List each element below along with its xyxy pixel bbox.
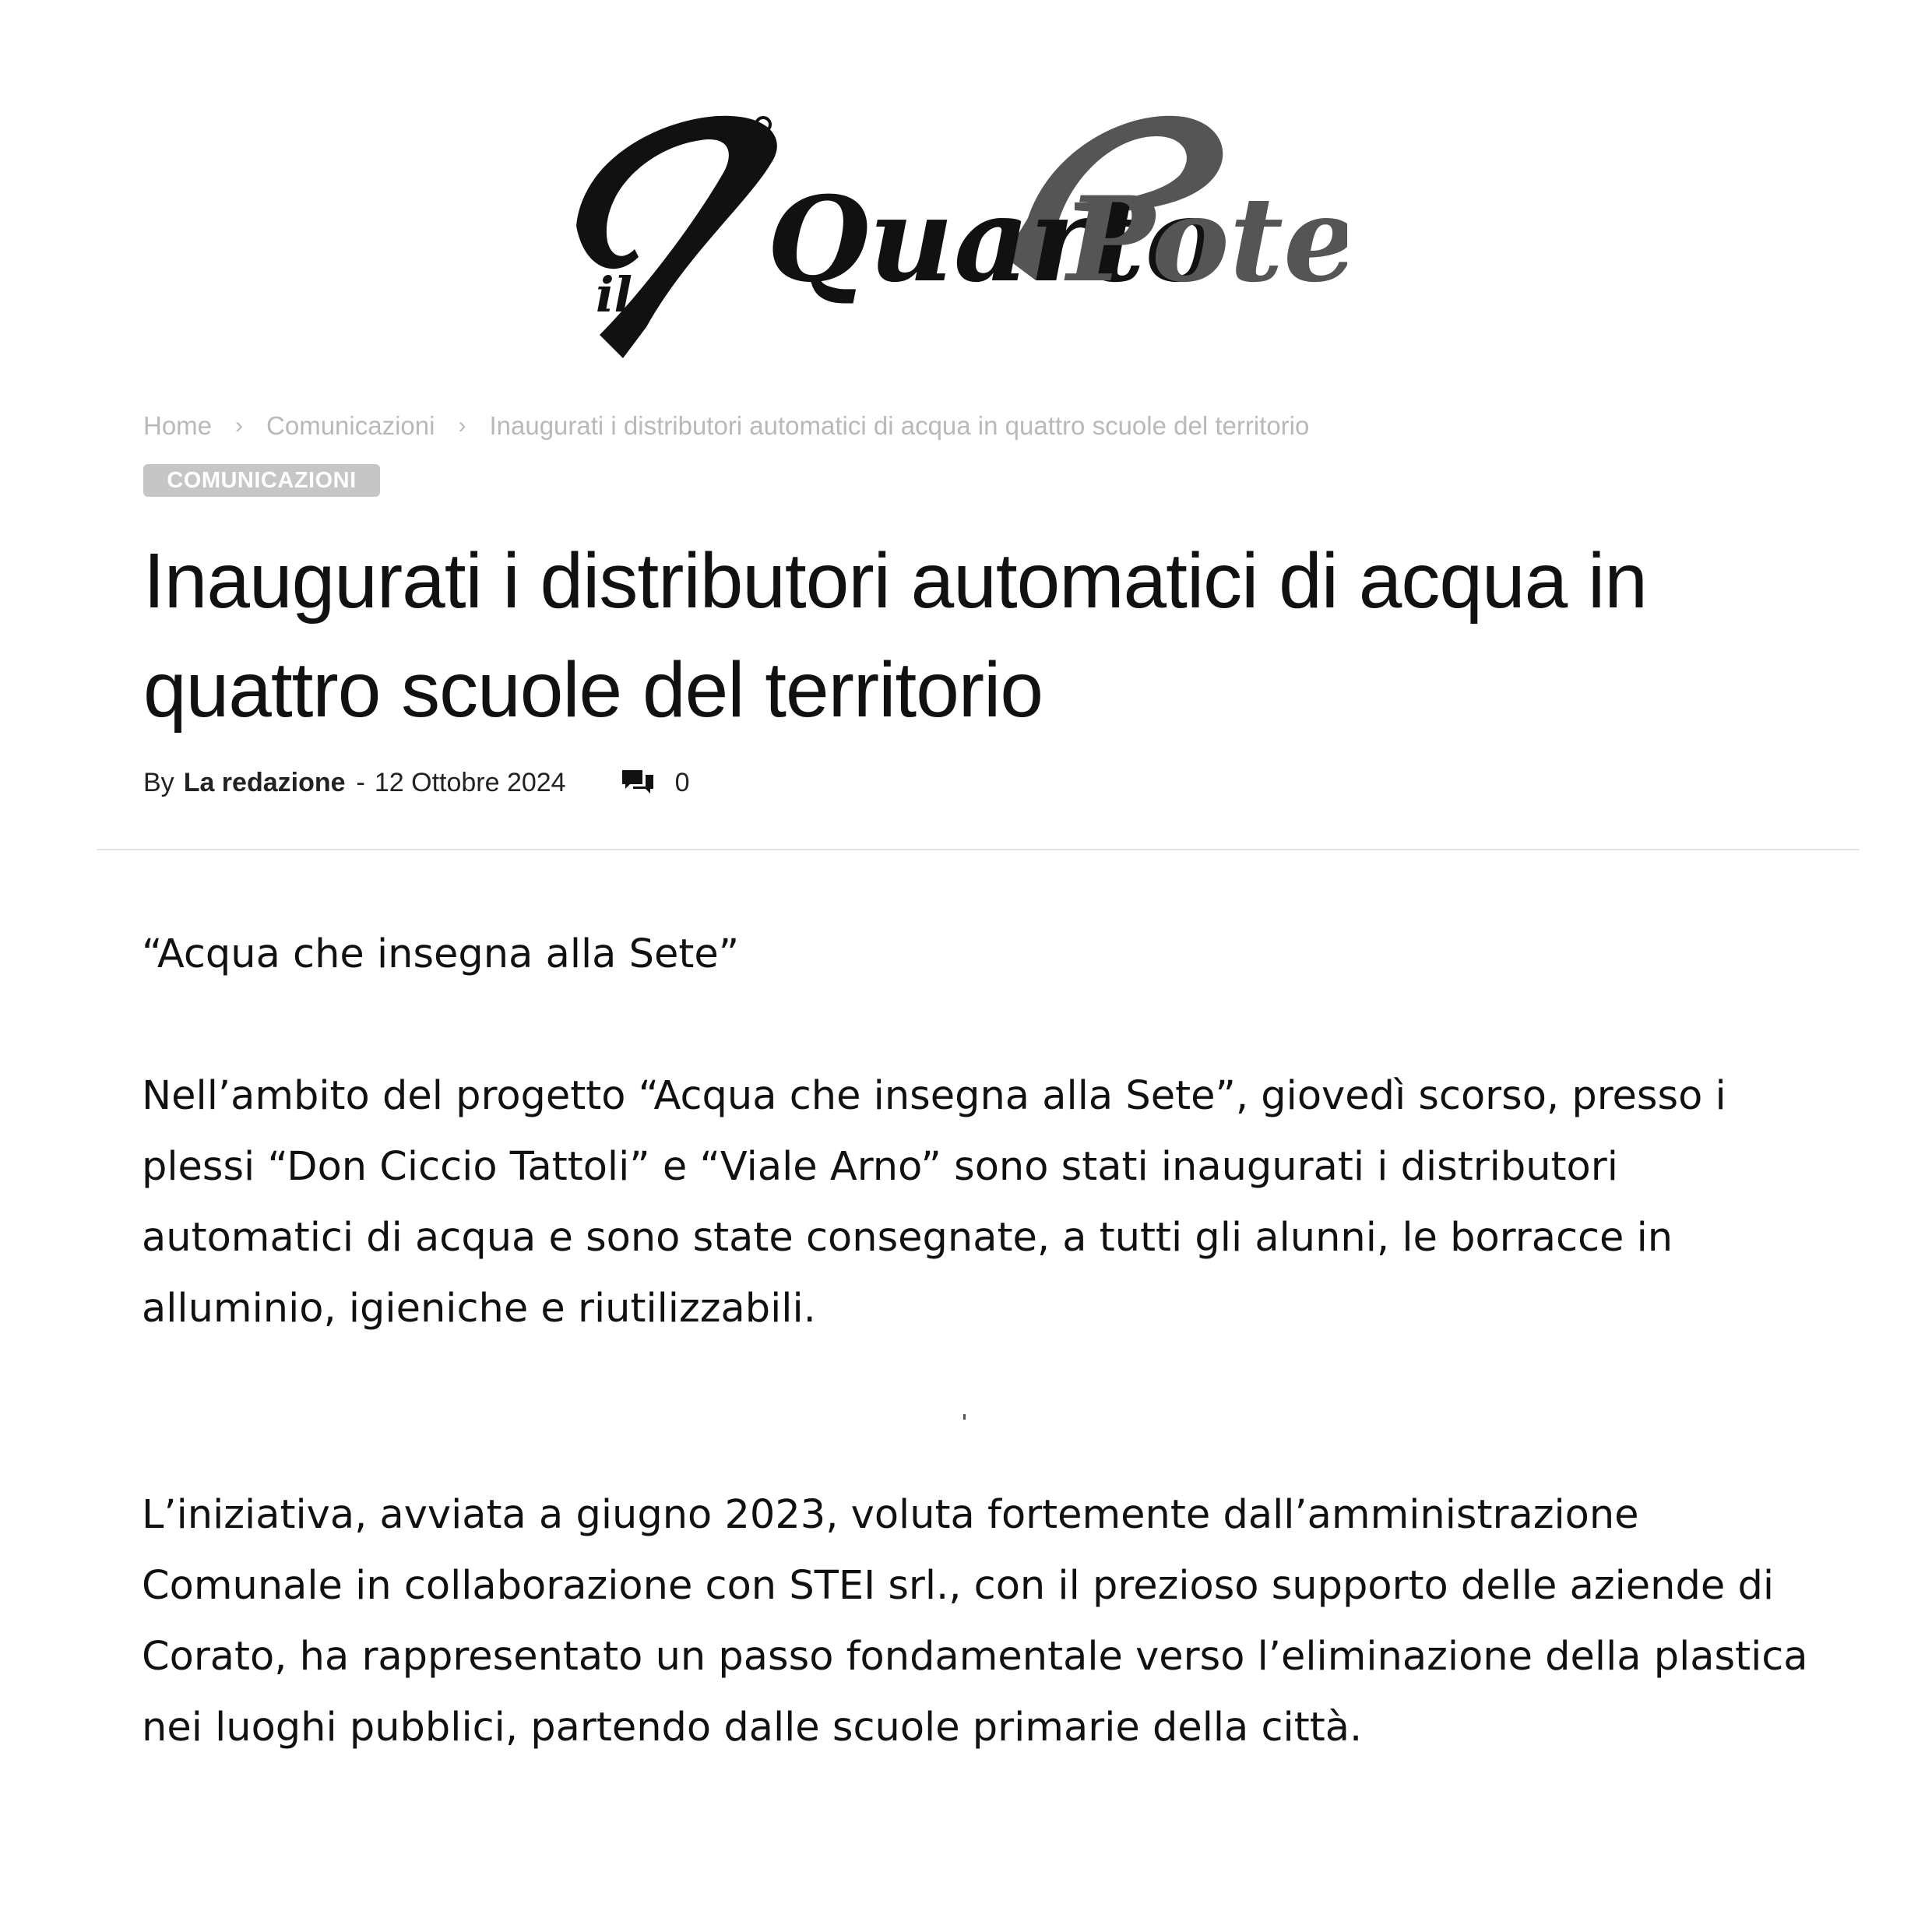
article-paragraph: Nell’ambito del progetto “Acqua che insegna alla Sete”, giovedì scorso, presso i plessi “Don Ciccio Tattoli” e “Viale Arno” sono stati inaugurati i distributori automatici di acqua e sono state consegnate, a tutti gli alunni, le borracce in alluminio, igieniche e riutilizzabili. <box>142 1073 1726 1332</box>
breadcrumb-home[interactable]: Home <box>143 411 213 440</box>
breadcrumb-separator-icon: › <box>458 413 466 438</box>
breadcrumb-category[interactable]: Comunicazioni <box>266 411 435 440</box>
comments-link[interactable] <box>621 767 690 798</box>
author-link[interactable]: La redazione <box>183 767 346 797</box>
category-badge[interactable]: COMUNICAZIONI <box>143 464 380 497</box>
site-logo-graphic <box>568 101 1347 366</box>
article-title: Inaugurati i distributori automatici di acqua in quattro scuole del territorio <box>143 537 1647 734</box>
meta-dash: - <box>356 767 365 797</box>
article-paragraph: L’iniziativa, avviata a giugno 2023, voluta fortemente dall’amministrazione Comunale in collaborazione con STEI srl., con il prezioso supporto delle aziende di Corato, ha rappresentato un passo fondamentale verso l’eliminazione della plastica nei luoghi pubblici, partendo dalle scuole primarie della città. <box>142 1492 1808 1751</box>
by-label: By <box>143 767 174 797</box>
header-divider <box>97 849 1860 850</box>
article-paragraph: “Acqua che insegna alla Sete” <box>142 931 740 977</box>
site-logo[interactable] <box>568 101 1347 366</box>
breadcrumb <box>143 406 1309 445</box>
breadcrumb-separator-icon: › <box>235 413 244 438</box>
logo-word-quarto: Quarto <box>767 171 1223 308</box>
breadcrumb-current: Inaugurati i distributori automatici di acqua in quattro scuole del territorio <box>489 411 1310 440</box>
publish-date: 12 Ottobre 2024 <box>374 767 566 797</box>
logo-small-text: il <box>596 266 633 323</box>
comments-count: 0 <box>674 767 690 797</box>
article-meta <box>143 763 690 802</box>
separator-dot <box>963 1414 966 1420</box>
comment-bubbles-icon <box>621 767 655 798</box>
logo-word-potere: Pot <box>1067 171 1284 308</box>
